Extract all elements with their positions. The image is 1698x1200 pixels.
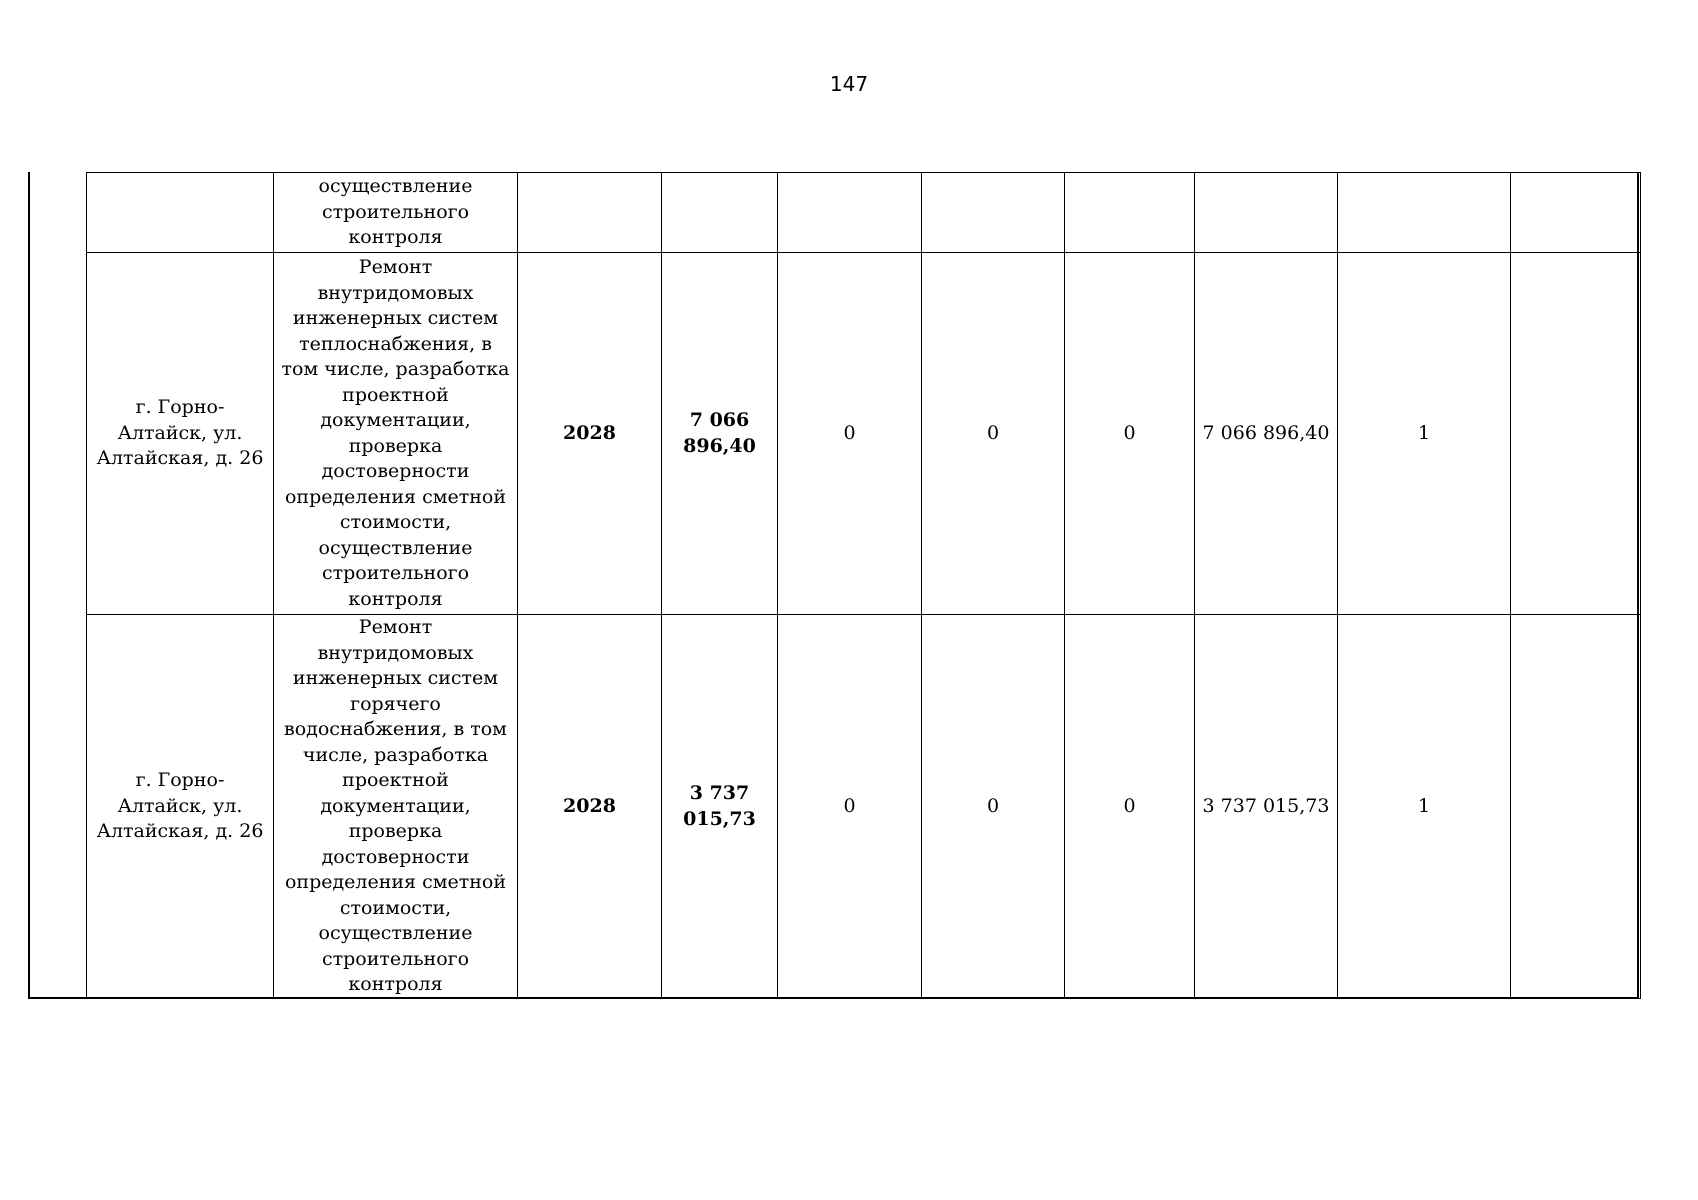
value-cell: 0 xyxy=(1065,253,1195,615)
capital-repair-table xyxy=(86,172,1641,999)
table-row xyxy=(87,253,1641,615)
value-cell: 0 xyxy=(1065,615,1195,999)
value-cell xyxy=(1065,173,1195,253)
table-row xyxy=(87,615,1641,999)
address-cell: г. Горно-Алтайск, ул. Алтайская, д. 26 xyxy=(87,253,274,615)
table-row xyxy=(87,173,1641,253)
address-cell xyxy=(87,173,274,253)
year-cell: 2028 xyxy=(518,253,662,615)
value-cell xyxy=(1511,173,1641,253)
total-cost-cell xyxy=(662,173,778,253)
value-cell xyxy=(1511,253,1641,615)
total-cost-cell: 7 066 896,40 xyxy=(662,253,778,615)
table-outer-left-border xyxy=(28,172,30,998)
value-cell: 7 066 896,40 xyxy=(1195,253,1338,615)
value-cell: 0 xyxy=(778,615,922,999)
work-type-cell: Ремонт внутридомовых инженерных систем горячего водоснабжения, в том числе, разработка проектной документации, проверка достоверности определения сметной стоимости, осуществление строительного контроля xyxy=(274,615,518,999)
address-cell: г. Горно-Алтайск, ул. Алтайская, д. 26 xyxy=(87,615,274,999)
year-cell: 2028 xyxy=(518,615,662,999)
work-type-cell: осуществление строительного контроля xyxy=(274,173,518,253)
value-cell: 0 xyxy=(922,615,1065,999)
page-number: 147 xyxy=(829,72,869,96)
value-cell xyxy=(922,173,1065,253)
value-cell xyxy=(778,173,922,253)
value-cell: 1 xyxy=(1338,253,1511,615)
value-cell: 3 737 015,73 xyxy=(1195,615,1338,999)
value-cell xyxy=(1195,173,1338,253)
value-cell: 0 xyxy=(922,253,1065,615)
year-cell xyxy=(518,173,662,253)
total-cost-cell: 3 737 015,73 xyxy=(662,615,778,999)
value-cell: 1 xyxy=(1338,615,1511,999)
value-cell xyxy=(1511,615,1641,999)
work-type-cell: Ремонт внутридомовых инженерных систем теплоснабжения, в том числе, разработка проектной документации, проверка достоверности определения сметной стоимости, осуществление строительного контроля xyxy=(274,253,518,615)
value-cell xyxy=(1338,173,1511,253)
value-cell: 0 xyxy=(778,253,922,615)
